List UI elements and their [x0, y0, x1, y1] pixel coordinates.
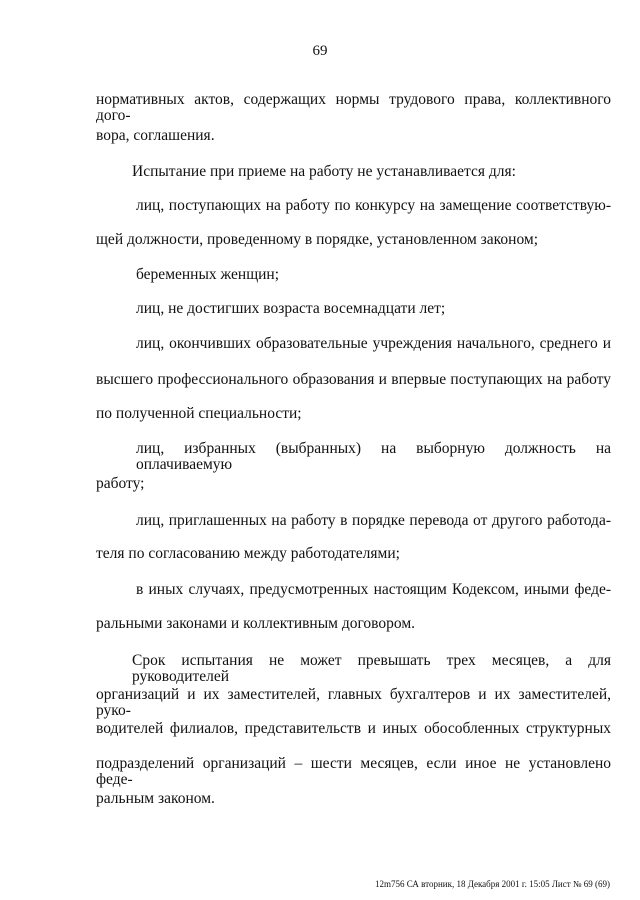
text-line: подразделений организаций – шести месяцев, если иное не установлено феде-: [96, 755, 611, 788]
text-line: работу;: [96, 475, 145, 492]
text-line: вора, соглашения.: [96, 127, 215, 144]
text-line: щей должности, проведенному в порядке, установленном законом;: [96, 231, 539, 248]
text-line: по полученной специальности;: [96, 405, 302, 422]
text-line: Срок испытания не может превышать трех месяцев, а для руководителей: [132, 652, 611, 685]
text-line: лиц, поступающих на работу по конкурсу на замещение соответствую-: [136, 197, 611, 214]
text-line: лиц, окончивших образовательные учреждения начального, среднего и: [136, 335, 611, 352]
text-line: в иных случаях, предусмотренных настоящим Кодексом, иными феде-: [136, 581, 611, 598]
text-line: Испытание при приеме на работу не устанавливается для:: [132, 163, 516, 180]
text-line: ральными законами и коллективным договором.: [96, 615, 416, 632]
page-number: 69: [312, 43, 328, 59]
text-line: беременных женщин;: [136, 266, 280, 283]
text-line: теля по согласованию между работодателями;: [96, 545, 400, 562]
text-line: организаций и их заместителей, главных бухгалтеров и их заместителей, руко-: [96, 686, 611, 719]
text-line: высшего профессионального образования и впервые поступающих на работу: [96, 371, 611, 388]
text-line: лиц, приглашенных на работу в порядке перевода от другого работода-: [136, 512, 611, 529]
text-line: лиц, избранных (выбранных) на выборную должность на оплачиваемую: [136, 440, 611, 473]
text-line: лиц, не достигших возраста восемнадцати лет;: [136, 300, 446, 317]
text-line: нормативных актов, содержащих нормы трудового права, коллективного дого-: [96, 91, 611, 124]
footer-stamp: 12m756 СА вторник, 18 Декабря 2001 г. 15:05 Лист № 69 (69): [375, 879, 610, 889]
text-line: водителей филиалов, представительств и иных обособленных структурных: [96, 720, 611, 737]
text-line: ральным законом.: [96, 790, 215, 807]
